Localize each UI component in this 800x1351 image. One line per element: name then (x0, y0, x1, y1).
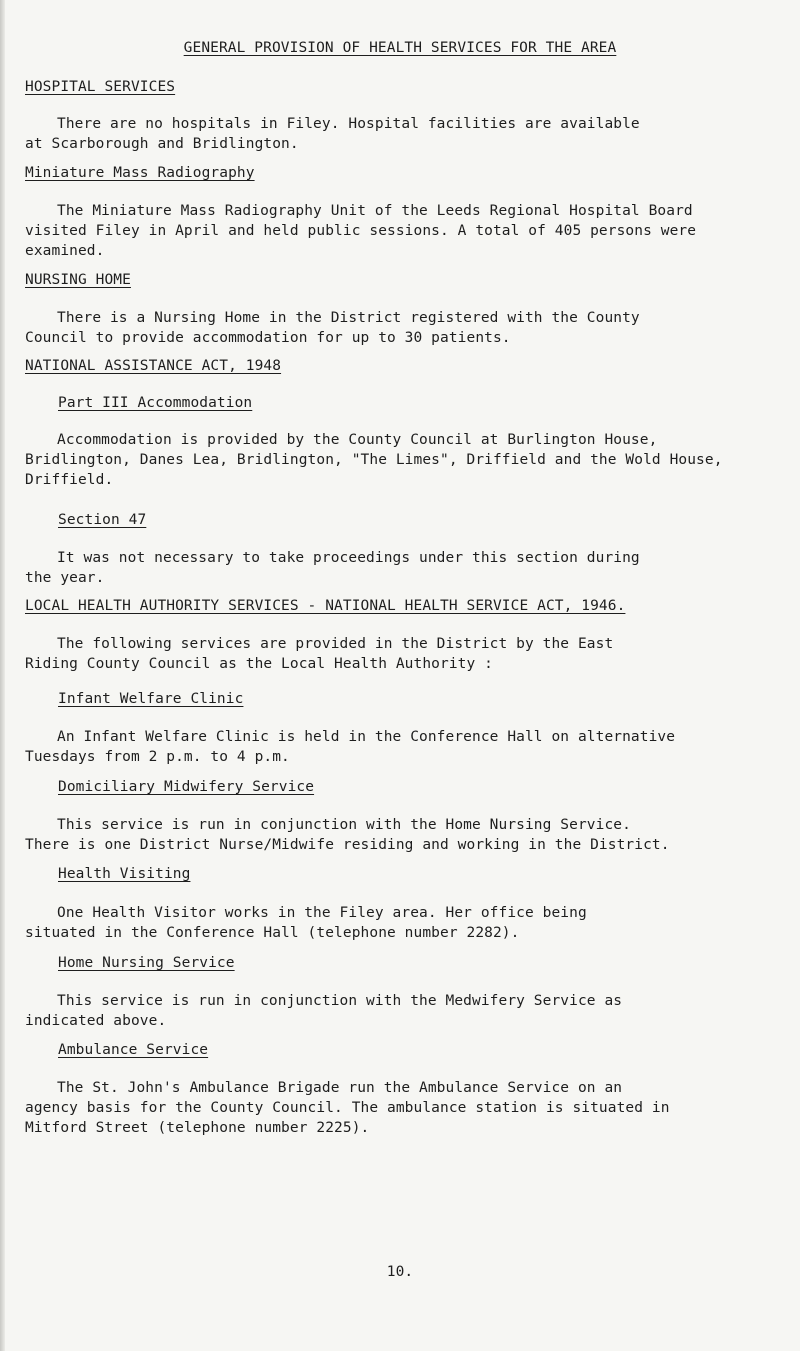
section-47-line-2: the year. (25, 570, 105, 586)
local-health-line-2: Riding County Council as the Local Health Authority : (25, 656, 493, 672)
home-nursing-line-2: indicated above. (25, 1013, 167, 1029)
part-three-line-2: Bridlington, Danes Lea, Bridlington, "The Limes", Driffield and the Wold House, (25, 452, 723, 468)
infant-welfare-line-1: An Infant Welfare Clinic is held in the Conference Hall on alternative (57, 729, 676, 745)
home-nursing-line-1: This service is run in conjunction with the Medwifery Service as (57, 993, 623, 1009)
health-visiting-line-1: One Health Visitor works in the Filey area. Her office being (57, 905, 587, 921)
part-three-line-3: Driffield. (25, 472, 114, 488)
health-visiting-heading: Health Visiting (58, 866, 191, 882)
midwifery-heading: Domiciliary Midwifery Service (58, 779, 315, 795)
midwifery-line-2: There is one District Nurse/Midwife residing and working in the District. (25, 837, 670, 853)
section-47-line-1: It was not necessary to take proceedings under this section during (57, 550, 640, 566)
infant-welfare-heading: Infant Welfare Clinic (58, 691, 244, 707)
local-health-heading: LOCAL HEALTH AUTHORITY SERVICES - NATIONAL HEALTH SERVICE ACT, 1946. (25, 598, 626, 614)
part-three-line-1: Accommodation is provided by the County Council at Burlington House, (57, 432, 658, 448)
ambulance-line-2: agency basis for the County Council. The ambulance station is situated in (25, 1100, 670, 1116)
local-health-line-1: The following services are provided in the District by the East (57, 636, 614, 652)
page-title: GENERAL PROVISION OF HEALTH SERVICES FOR THE AREA (183, 40, 617, 56)
midwifery-line-1: This service is run in conjunction with the Home Nursing Service. (57, 817, 631, 833)
hospital-heading: HOSPITAL SERVICES (25, 79, 176, 95)
nursing-home-line-2: Council to provide accommodation for up to 30 patients. (25, 330, 511, 346)
radiography-line-3: examined. (25, 243, 105, 259)
ambulance-line-1: The St. John's Ambulance Brigade run the Ambulance Service on an (57, 1080, 623, 1096)
national-assistance-heading: NATIONAL ASSISTANCE ACT, 1948 (25, 358, 282, 374)
health-visiting-line-2: situated in the Conference Hall (telephone number 2282). (25, 925, 520, 941)
infant-welfare-line-2: Tuesdays from 2 p.m. to 4 p.m. (25, 749, 290, 765)
radiography-line-1: The Miniature Mass Radiography Unit of the Leeds Regional Hospital Board (57, 203, 693, 219)
ambulance-heading: Ambulance Service (58, 1042, 209, 1058)
section-47-heading: Section 47 (58, 512, 147, 528)
radiography-heading: Miniature Mass Radiography (25, 165, 255, 181)
hospital-line-1: There are no hospitals in Filey. Hospital facilities are available (57, 116, 640, 132)
ambulance-line-3: Mitford Street (telephone number 2225). (25, 1120, 370, 1136)
page-number: 10. (386, 1264, 414, 1280)
home-nursing-heading: Home Nursing Service (58, 955, 235, 971)
radiography-line-2: visited Filey in April and held public sessions. A total of 405 persons were (25, 223, 697, 239)
part-three-heading: Part III Accommodation (58, 395, 253, 411)
nursing-home-heading: NURSING HOME (25, 272, 131, 288)
nursing-home-line-1: There is a Nursing Home in the District registered with the County (57, 310, 640, 326)
hospital-line-2: at Scarborough and Bridlington. (25, 136, 299, 152)
